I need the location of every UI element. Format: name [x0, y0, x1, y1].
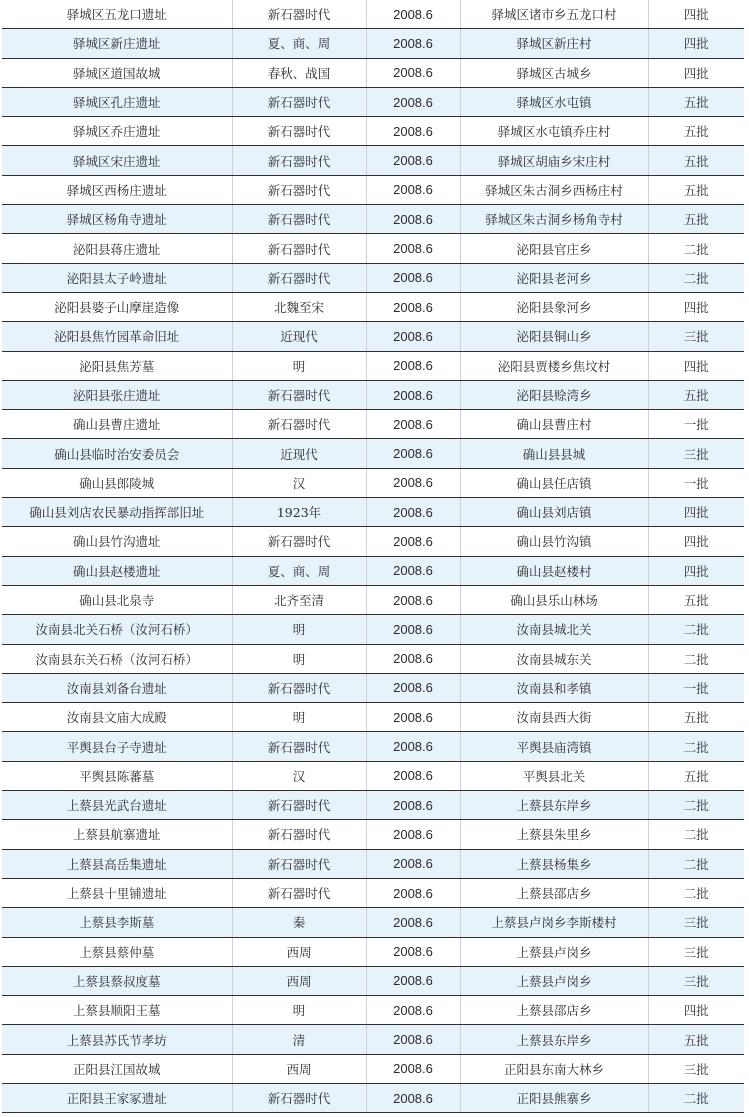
location-cell: 驿城区水屯镇乔庄村	[460, 117, 648, 146]
site-name-cell: 正阳县江国故城	[2, 1054, 232, 1083]
site-name-cell: 正阳县王家冢遗址	[2, 1083, 232, 1112]
era-cell: 新石器时代	[232, 1083, 366, 1112]
era-cell: 秦	[232, 908, 366, 937]
batch-cell: 四批	[648, 351, 744, 380]
site-name-cell: 驿城区宋庄遗址	[2, 146, 232, 175]
site-name-cell: 驿城区乔庄遗址	[2, 117, 232, 146]
era-cell: 新石器时代	[232, 87, 366, 116]
location-cell: 上蔡县邵店乡	[460, 878, 648, 907]
location-cell: 确山县县城	[460, 439, 648, 468]
table-row	[2, 292, 744, 321]
era-cell: 新石器时代	[232, 732, 366, 761]
location-cell: 上蔡县卢岗乡李斯楼村	[460, 908, 648, 937]
era-cell: 西周	[232, 937, 366, 966]
location-cell: 汝南县城东关	[460, 644, 648, 673]
batch-cell: 五批	[648, 703, 744, 732]
batch-cell: 四批	[648, 527, 744, 556]
listing-date-cell: 2008.6	[366, 292, 460, 321]
table-row	[2, 175, 744, 204]
batch-cell: 四批	[648, 0, 744, 29]
listing-date-cell: 2008.6	[366, 0, 460, 29]
location-cell: 确山县刘店镇	[460, 498, 648, 527]
batch-cell: 二批	[648, 263, 744, 292]
location-cell: 确山县任店镇	[460, 468, 648, 497]
site-name-cell: 汝南县北关石桥（汝河石桥）	[2, 615, 232, 644]
table-row	[2, 468, 744, 497]
batch-cell: 二批	[648, 615, 744, 644]
batch-cell: 五批	[648, 146, 744, 175]
table-row	[2, 761, 744, 790]
site-name-cell: 平舆县台子寺遗址	[2, 732, 232, 761]
location-cell: 上蔡县卢岗乡	[460, 966, 648, 995]
era-cell: 清	[232, 1025, 366, 1054]
era-cell: 新石器时代	[232, 849, 366, 878]
era-cell: 明	[232, 703, 366, 732]
era-cell: 新石器时代	[232, 205, 366, 234]
site-name-cell: 汝南县东关石桥（汝河石桥）	[2, 644, 232, 673]
table-row	[2, 556, 744, 585]
era-cell: 新石器时代	[232, 820, 366, 849]
site-name-cell: 泌阳县太子岭遗址	[2, 263, 232, 292]
era-cell: 明	[232, 615, 366, 644]
location-cell: 平舆县北关	[460, 761, 648, 790]
table-row	[2, 0, 744, 29]
listing-date-cell: 2008.6	[366, 820, 460, 849]
era-cell: 新石器时代	[232, 146, 366, 175]
era-cell: 汉	[232, 761, 366, 790]
heritage-site-table	[2, 0, 744, 1113]
table-row	[2, 380, 744, 409]
batch-cell: 五批	[648, 205, 744, 234]
site-name-cell: 确山县刘店农民暴动指挥部旧址	[2, 498, 232, 527]
location-cell: 泌阳县老河乡	[460, 263, 648, 292]
batch-cell: 五批	[648, 585, 744, 614]
batch-cell: 五批	[648, 1025, 744, 1054]
site-name-cell: 汝南县文庙大成殿	[2, 703, 232, 732]
batch-cell: 五批	[648, 175, 744, 204]
table-row	[2, 117, 744, 146]
listing-date-cell: 2008.6	[366, 351, 460, 380]
batch-cell: 五批	[648, 761, 744, 790]
site-name-cell: 泌阳县蒋庄遗址	[2, 234, 232, 263]
batch-cell: 四批	[648, 556, 744, 585]
era-cell: 夏、商、周	[232, 556, 366, 585]
batch-cell: 五批	[648, 87, 744, 116]
table-row	[2, 615, 744, 644]
era-cell: 夏、商、周	[232, 29, 366, 58]
table-row	[2, 498, 744, 527]
table-row	[2, 87, 744, 116]
era-cell: 新石器时代	[232, 380, 366, 409]
location-cell: 驿城区古城乡	[460, 58, 648, 87]
site-name-cell: 汝南县刘备台遗址	[2, 673, 232, 702]
era-cell: 新石器时代	[232, 673, 366, 702]
listing-date-cell: 2008.6	[366, 468, 460, 497]
batch-cell: 二批	[648, 820, 744, 849]
listing-date-cell: 2008.6	[366, 380, 460, 409]
heritage-site-table-body	[2, 0, 744, 1113]
listing-date-cell: 2008.6	[366, 175, 460, 204]
listing-date-cell: 2008.6	[366, 322, 460, 351]
era-cell: 新石器时代	[232, 175, 366, 204]
era-cell: 西周	[232, 1054, 366, 1083]
listing-date-cell: 2008.6	[366, 615, 460, 644]
table-row	[2, 410, 744, 439]
batch-cell: 四批	[648, 292, 744, 321]
site-name-cell: 上蔡县蔡仲墓	[2, 937, 232, 966]
batch-cell: 三批	[648, 1054, 744, 1083]
era-cell: 1923年	[232, 498, 366, 527]
table-row	[2, 673, 744, 702]
location-cell: 上蔡县朱里乡	[460, 820, 648, 849]
table-row	[2, 1083, 744, 1112]
listing-date-cell: 2008.6	[366, 937, 460, 966]
location-cell: 驿城区胡庙乡宋庄村	[460, 146, 648, 175]
location-cell: 上蔡县东岸乡	[460, 791, 648, 820]
batch-cell: 五批	[648, 117, 744, 146]
listing-date-cell: 2008.6	[366, 498, 460, 527]
site-name-cell: 上蔡县高岳集遗址	[2, 849, 232, 878]
table-row	[2, 234, 744, 263]
table-row	[2, 585, 744, 614]
batch-cell: 二批	[648, 644, 744, 673]
era-cell: 明	[232, 996, 366, 1025]
era-cell: 北齐至清	[232, 585, 366, 614]
table-row	[2, 791, 744, 820]
listing-date-cell: 2008.6	[366, 146, 460, 175]
site-name-cell: 泌阳县张庄遗址	[2, 380, 232, 409]
location-cell: 汝南县和孝镇	[460, 673, 648, 702]
era-cell: 近现代	[232, 322, 366, 351]
era-cell: 北魏至宋	[232, 292, 366, 321]
table-row	[2, 351, 744, 380]
location-cell: 汝南县城北关	[460, 615, 648, 644]
table-row	[2, 146, 744, 175]
site-name-cell: 确山县竹沟遗址	[2, 527, 232, 556]
batch-cell: 一批	[648, 468, 744, 497]
era-cell: 新石器时代	[232, 0, 366, 29]
listing-date-cell: 2008.6	[366, 439, 460, 468]
listing-date-cell: 2008.6	[366, 908, 460, 937]
location-cell: 上蔡县东岸乡	[460, 1025, 648, 1054]
table-row	[2, 263, 744, 292]
table-row	[2, 996, 744, 1025]
batch-cell: 二批	[648, 878, 744, 907]
location-cell: 泌阳县铜山乡	[460, 322, 648, 351]
location-cell: 驿城区新庄村	[460, 29, 648, 58]
site-name-cell: 驿城区西杨庄遗址	[2, 175, 232, 204]
location-cell: 泌阳县赊湾乡	[460, 380, 648, 409]
table-row	[2, 703, 744, 732]
site-name-cell: 驿城区五龙口遗址	[2, 0, 232, 29]
site-name-cell: 上蔡县顺阳王墓	[2, 996, 232, 1025]
listing-date-cell: 2008.6	[366, 644, 460, 673]
location-cell: 确山县竹沟镇	[460, 527, 648, 556]
batch-cell: 三批	[648, 322, 744, 351]
listing-date-cell: 2008.6	[366, 263, 460, 292]
batch-cell: 三批	[648, 908, 744, 937]
batch-cell: 一批	[648, 673, 744, 702]
location-cell: 确山县赵楼村	[460, 556, 648, 585]
site-name-cell: 泌阳县婆子山摩崖造像	[2, 292, 232, 321]
era-cell: 新石器时代	[232, 878, 366, 907]
table-row	[2, 937, 744, 966]
table-row	[2, 29, 744, 58]
location-cell: 平舆县庙湾镇	[460, 732, 648, 761]
listing-date-cell: 2008.6	[366, 527, 460, 556]
table-row	[2, 527, 744, 556]
site-name-cell: 上蔡县李斯墓	[2, 908, 232, 937]
era-cell: 明	[232, 644, 366, 673]
site-name-cell: 驿城区新庄遗址	[2, 29, 232, 58]
site-name-cell: 确山县临时治安委员会	[2, 439, 232, 468]
listing-date-cell: 2008.6	[366, 996, 460, 1025]
listing-date-cell: 2008.6	[366, 585, 460, 614]
location-cell: 汝南县西大街	[460, 703, 648, 732]
table-row	[2, 908, 744, 937]
batch-cell: 二批	[648, 849, 744, 878]
era-cell: 明	[232, 351, 366, 380]
batch-cell: 一批	[648, 410, 744, 439]
table-row	[2, 58, 744, 87]
era-cell: 新石器时代	[232, 263, 366, 292]
location-cell: 驿城区朱古洞乡杨角寺村	[460, 205, 648, 234]
table-row	[2, 1025, 744, 1054]
site-name-cell: 驿城区孔庄遗址	[2, 87, 232, 116]
batch-cell: 三批	[648, 439, 744, 468]
listing-date-cell: 2008.6	[366, 966, 460, 995]
listing-date-cell: 2008.6	[366, 761, 460, 790]
location-cell: 泌阳县贾楼乡焦坟村	[460, 351, 648, 380]
site-name-cell: 上蔡县蔡叔度墓	[2, 966, 232, 995]
era-cell: 新石器时代	[232, 410, 366, 439]
listing-date-cell: 2008.6	[366, 29, 460, 58]
site-name-cell: 确山县郎陵城	[2, 468, 232, 497]
location-cell: 驿城区朱古洞乡西杨庄村	[460, 175, 648, 204]
listing-date-cell: 2008.6	[366, 673, 460, 702]
location-cell: 上蔡县杨集乡	[460, 849, 648, 878]
era-cell: 新石器时代	[232, 117, 366, 146]
batch-cell: 二批	[648, 234, 744, 263]
site-name-cell: 驿城区道国故城	[2, 58, 232, 87]
table-row	[2, 820, 744, 849]
table-row	[2, 439, 744, 468]
location-cell: 确山县曹庄村	[460, 410, 648, 439]
location-cell: 驿城区诸市乡五龙口村	[460, 0, 648, 29]
location-cell: 正阳县熊寨乡	[460, 1083, 648, 1112]
site-name-cell: 确山县曹庄遗址	[2, 410, 232, 439]
listing-date-cell: 2008.6	[366, 87, 460, 116]
era-cell: 汉	[232, 468, 366, 497]
listing-date-cell: 2008.6	[366, 58, 460, 87]
batch-cell: 三批	[648, 937, 744, 966]
batch-cell: 四批	[648, 996, 744, 1025]
listing-date-cell: 2008.6	[366, 1025, 460, 1054]
batch-cell: 二批	[648, 791, 744, 820]
era-cell: 新石器时代	[232, 234, 366, 263]
era-cell: 近现代	[232, 439, 366, 468]
batch-cell: 二批	[648, 732, 744, 761]
listing-date-cell: 2008.6	[366, 732, 460, 761]
listing-date-cell: 2008.6	[366, 410, 460, 439]
table-row	[2, 966, 744, 995]
site-name-cell: 上蔡县光武台遗址	[2, 791, 232, 820]
era-cell: 新石器时代	[232, 527, 366, 556]
batch-cell: 四批	[648, 29, 744, 58]
table-row	[2, 205, 744, 234]
site-name-cell: 确山县北泉寺	[2, 585, 232, 614]
table-row	[2, 644, 744, 673]
location-cell: 上蔡县邵店乡	[460, 996, 648, 1025]
listing-date-cell: 2008.6	[366, 205, 460, 234]
site-name-cell: 上蔡县航寨遗址	[2, 820, 232, 849]
site-name-cell: 上蔡县十里铺遗址	[2, 878, 232, 907]
listing-date-cell: 2008.6	[366, 1083, 460, 1112]
listing-date-cell: 2008.6	[366, 878, 460, 907]
listing-date-cell: 2008.6	[366, 1054, 460, 1083]
era-cell: 西周	[232, 966, 366, 995]
location-cell: 泌阳县象河乡	[460, 292, 648, 321]
listing-date-cell: 2008.6	[366, 556, 460, 585]
location-cell: 正阳县东南大林乡	[460, 1054, 648, 1083]
batch-cell: 三批	[648, 966, 744, 995]
site-name-cell: 泌阳县焦竹园革命旧址	[2, 322, 232, 351]
location-cell: 泌阳县官庄乡	[460, 234, 648, 263]
table-row	[2, 849, 744, 878]
site-name-cell: 上蔡县苏氏节孝坊	[2, 1025, 232, 1054]
location-cell: 上蔡县卢岗乡	[460, 937, 648, 966]
listing-date-cell: 2008.6	[366, 703, 460, 732]
table-row	[2, 322, 744, 351]
era-cell: 新石器时代	[232, 791, 366, 820]
site-name-cell: 驿城区杨角寺遗址	[2, 205, 232, 234]
listing-date-cell: 2008.6	[366, 849, 460, 878]
listing-date-cell: 2008.6	[366, 791, 460, 820]
site-name-cell: 确山县赵楼遗址	[2, 556, 232, 585]
batch-cell: 五批	[648, 380, 744, 409]
listing-date-cell: 2008.6	[366, 117, 460, 146]
location-cell: 确山县乐山林场	[460, 585, 648, 614]
batch-cell: 二批	[648, 1083, 744, 1112]
table-row	[2, 732, 744, 761]
era-cell: 春秋、战国	[232, 58, 366, 87]
site-name-cell: 泌阳县焦芳墓	[2, 351, 232, 380]
batch-cell: 四批	[648, 58, 744, 87]
listing-date-cell: 2008.6	[366, 234, 460, 263]
table-row	[2, 1054, 744, 1083]
batch-cell: 四批	[648, 498, 744, 527]
location-cell: 驿城区水屯镇	[460, 87, 648, 116]
table-row	[2, 878, 744, 907]
site-name-cell: 平舆县陈蕃墓	[2, 761, 232, 790]
